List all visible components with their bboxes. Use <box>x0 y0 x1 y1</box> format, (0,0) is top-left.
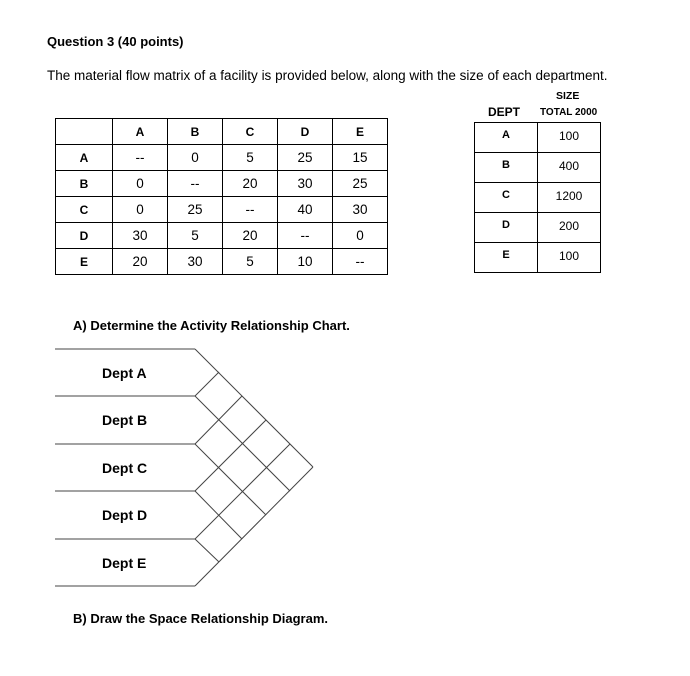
size-table-dept: B <box>475 153 538 183</box>
flow-matrix-cell: -- <box>333 249 388 275</box>
flow-matrix-cell: -- <box>168 171 223 197</box>
flow-matrix-cell: 20 <box>223 223 278 249</box>
chart-diagonal <box>195 349 313 467</box>
flow-matrix-cell: 30 <box>168 249 223 275</box>
flow-matrix-cell: 0 <box>333 223 388 249</box>
flow-matrix-row <box>56 249 388 275</box>
flow-matrix-cell: 30 <box>113 223 168 249</box>
flow-matrix-cell: 0 <box>113 197 168 223</box>
flow-matrix-row-header: A <box>56 145 113 171</box>
size-table-row <box>475 183 601 213</box>
size-label: SIZE <box>556 90 580 102</box>
size-table-dept: D <box>475 213 538 243</box>
flow-matrix-cell: 5 <box>223 145 278 171</box>
flow-matrix-row-header: B <box>56 171 113 197</box>
flow-matrix-cell: -- <box>223 197 278 223</box>
flow-matrix-row <box>56 223 388 249</box>
dept-label: DEPT <box>488 105 521 119</box>
dept-d-label: Dept D <box>102 507 148 523</box>
flow-matrix-cell: -- <box>113 145 168 171</box>
flow-matrix-col-header: E <box>333 119 388 145</box>
flow-matrix-table <box>55 118 388 275</box>
chart-diagonal <box>195 444 290 539</box>
flow-matrix-cell: 0 <box>168 145 223 171</box>
chart-diagonal <box>195 396 290 491</box>
size-table-dept: A <box>475 123 538 153</box>
flow-matrix-cell: 5 <box>168 223 223 249</box>
flow-matrix-col-header: B <box>168 119 223 145</box>
flow-matrix-row <box>56 145 388 171</box>
size-table-size: 200 <box>538 213 601 243</box>
chart-diagonal <box>195 396 242 444</box>
flow-matrix-cell: 0 <box>113 171 168 197</box>
chart-diagonal <box>195 467 313 586</box>
size-table-row <box>475 153 601 183</box>
size-table-row <box>475 213 601 243</box>
flow-matrix-cell: 20 <box>223 171 278 197</box>
chart-diagonal <box>195 444 266 515</box>
flow-matrix-cell: -- <box>278 223 333 249</box>
chart-diagonal <box>195 372 219 396</box>
flow-matrix-row-header: C <box>56 197 113 223</box>
size-table-row <box>475 123 601 153</box>
flow-matrix-cell: 5 <box>223 249 278 275</box>
question-title: Question 3 (40 points) <box>47 34 184 49</box>
flow-matrix-cell: 20 <box>113 249 168 275</box>
size-table-size: 100 <box>538 243 601 273</box>
dept-a-label: Dept A <box>102 365 147 381</box>
flow-matrix-row-header: E <box>56 249 113 275</box>
total-label: TOTAL 2000 <box>540 107 598 118</box>
size-table-dept: E <box>475 243 538 273</box>
flow-matrix-cell: 15 <box>333 145 388 171</box>
dept-e-label: Dept E <box>102 555 147 571</box>
flow-matrix-cell: 25 <box>333 171 388 197</box>
size-table-row <box>475 243 601 273</box>
size-table-size: 1200 <box>538 183 601 213</box>
flow-matrix-cell: 10 <box>278 249 333 275</box>
flow-matrix-cell: 25 <box>278 145 333 171</box>
size-table-size: 400 <box>538 153 601 183</box>
flow-matrix-col-header: C <box>223 119 278 145</box>
flow-matrix-cell: 40 <box>278 197 333 223</box>
flow-matrix-row <box>56 197 388 223</box>
size-table-dept: C <box>475 183 538 213</box>
flow-matrix-cell: 25 <box>168 197 223 223</box>
flow-matrix-col-header: A <box>113 119 168 145</box>
flow-matrix-row <box>56 171 388 197</box>
dept-b-label: Dept B <box>102 412 148 428</box>
chart-diagonal <box>195 420 266 491</box>
chart-diagonal <box>195 491 242 539</box>
chart-diagonal <box>195 539 219 562</box>
flow-matrix-row-header: D <box>56 223 113 249</box>
part-b-prompt: B) Draw the Space Relationship Diagram. <box>73 611 329 626</box>
size-table <box>474 122 601 273</box>
part-a-prompt: A) Determine the Activity Relationship Chart. <box>73 318 350 333</box>
size-table-size: 100 <box>538 123 601 153</box>
flow-matrix-col-header: D <box>278 119 333 145</box>
question-intro: The material flow matrix of a facility is provided below, along with the size of each department. <box>47 68 608 83</box>
flow-matrix-cell: 30 <box>278 171 333 197</box>
flow-matrix-corner <box>56 119 113 145</box>
flow-matrix-cell: 30 <box>333 197 388 223</box>
dept-c-label: Dept C <box>102 460 148 476</box>
flow-matrix-header-row <box>56 119 388 145</box>
